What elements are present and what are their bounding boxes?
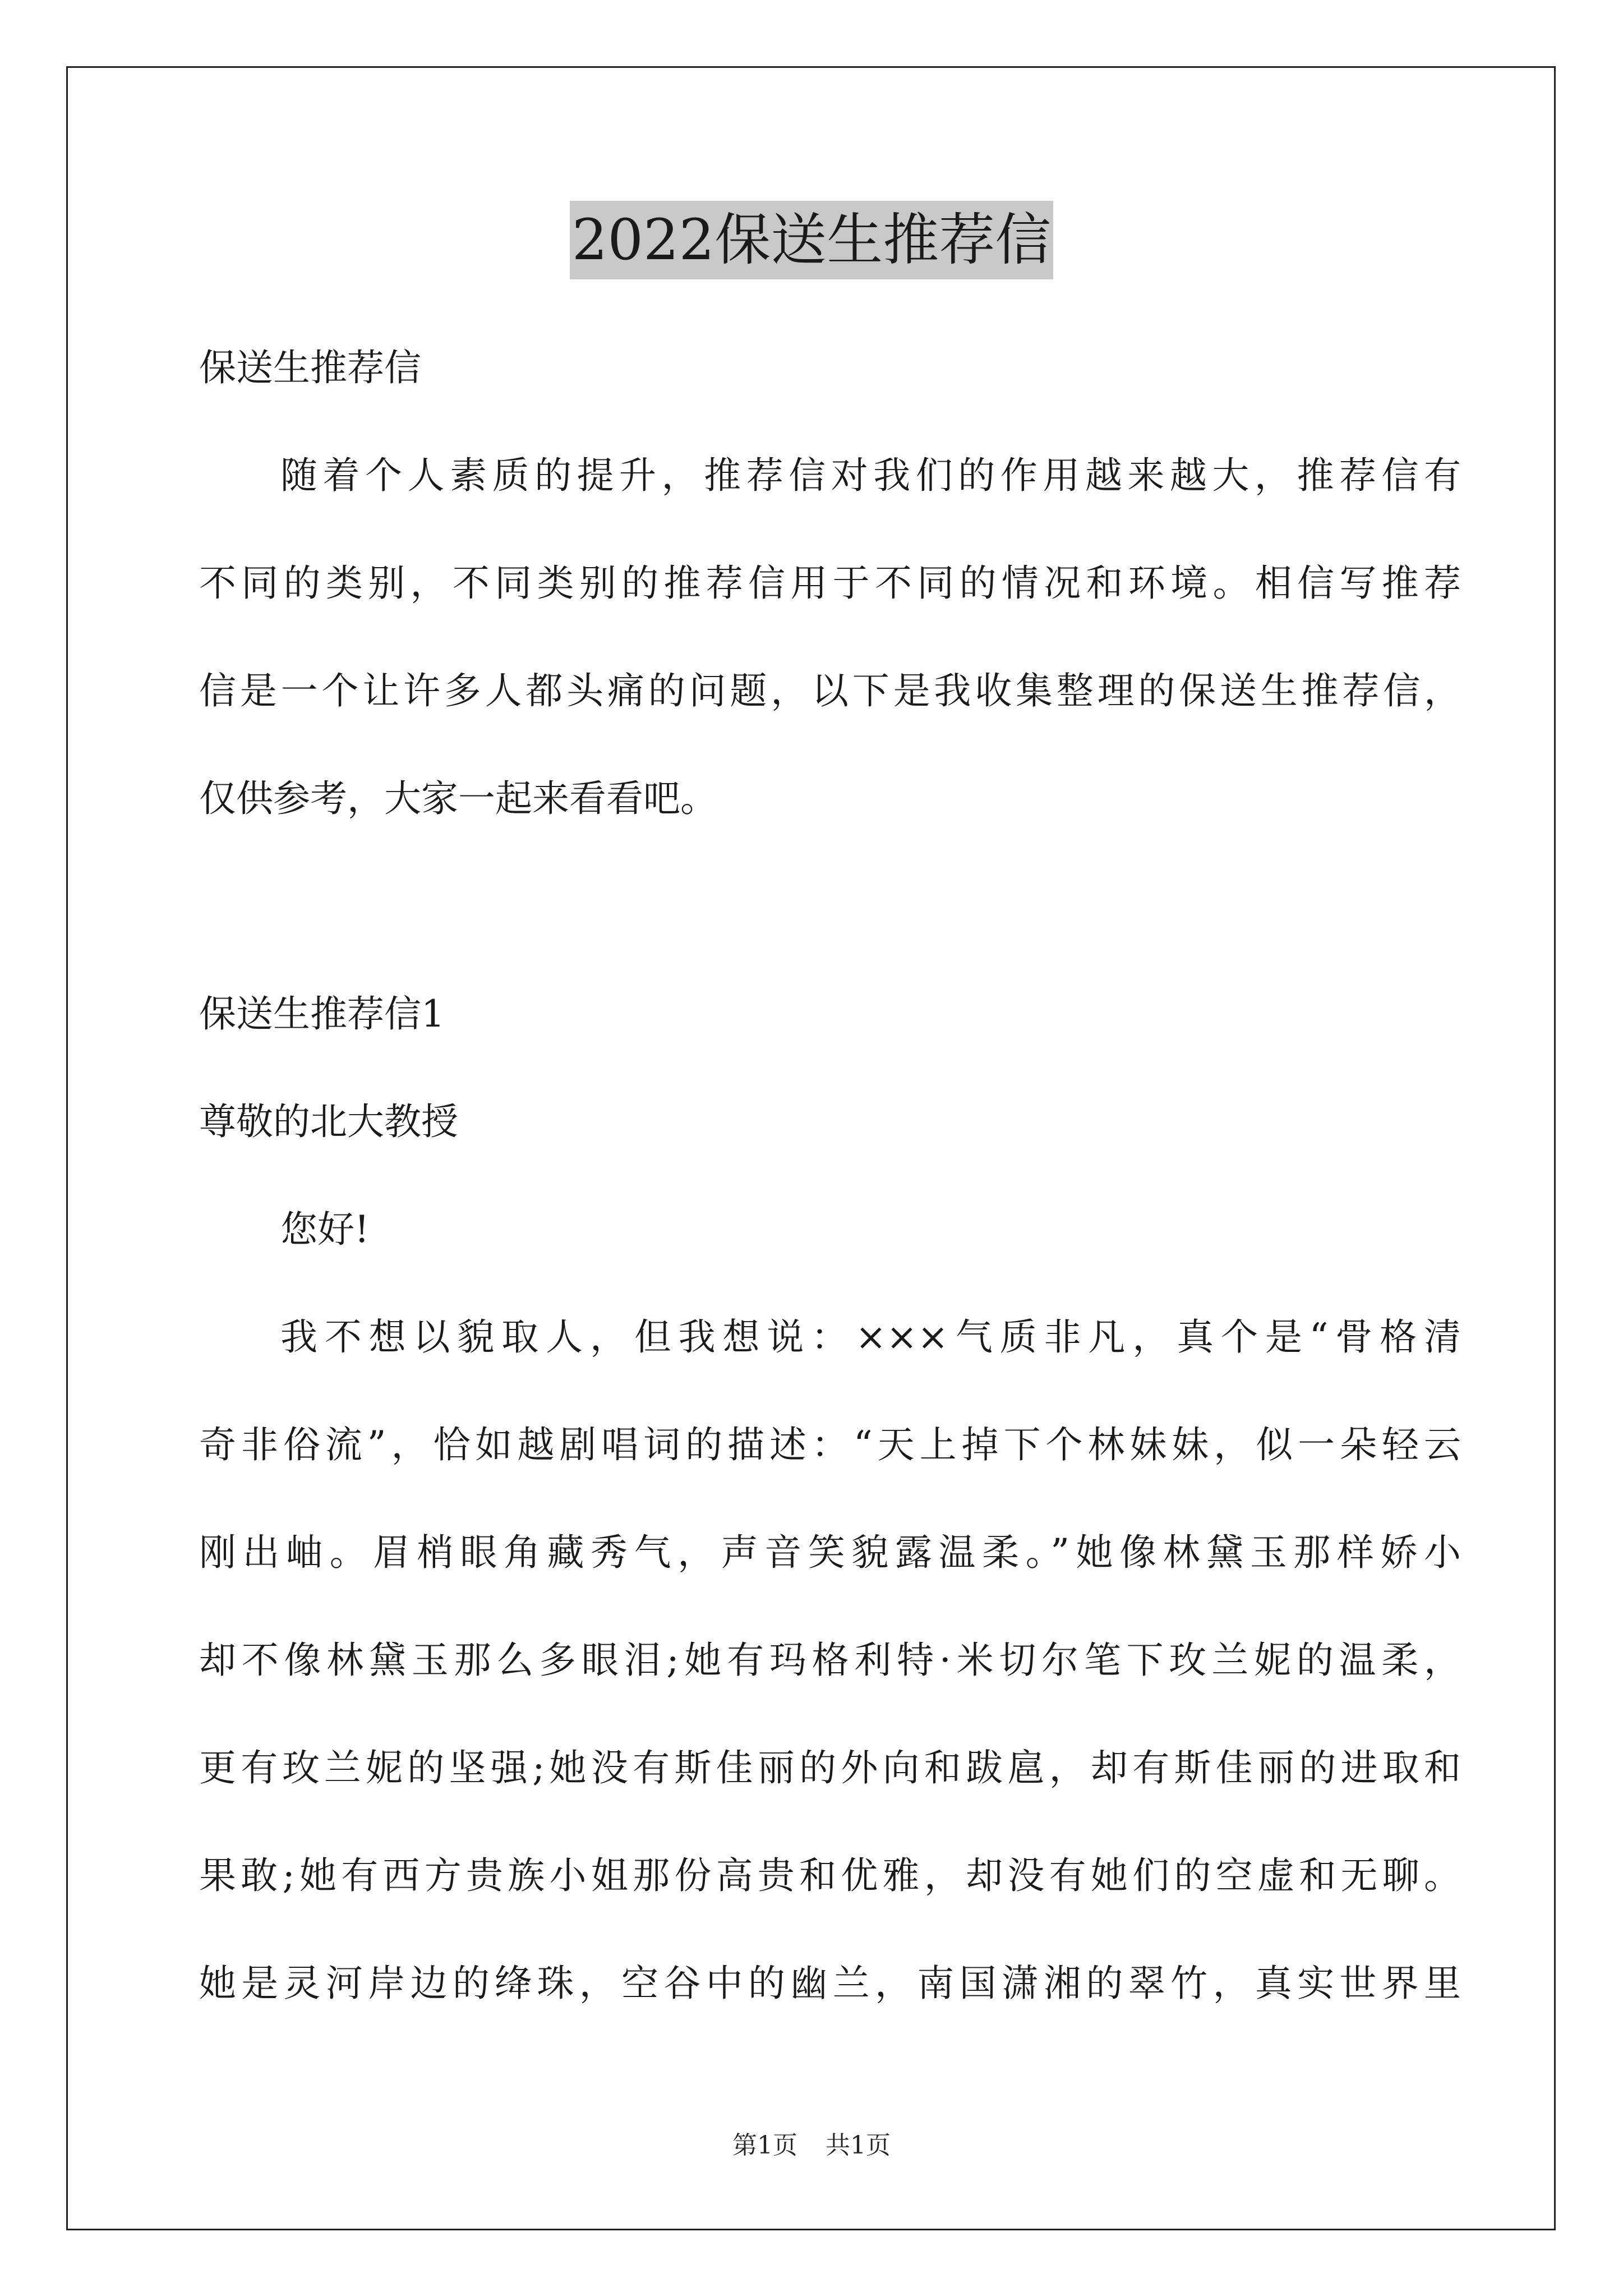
paragraph-line: 奇非俗流”，恰如越剧唱词的描述：“天上掉下个林妹妹，似一朵轻云 xyxy=(199,1423,1461,1466)
paragraph-line: 我不想以貌取人，但我想说：×××气质非凡，真个是“骨格清 xyxy=(280,1315,1461,1359)
document-title: 2022保送生推荐信 xyxy=(570,201,1054,279)
paragraph-line: 不同的类别，不同类别的推荐信用于不同的情况和环境。相信写推荐 xyxy=(199,562,1461,605)
title-container xyxy=(0,201,1623,279)
paragraph-line: 仅供参考，大家一起来看看吧。 xyxy=(199,777,717,820)
paragraph-line: 刚出岫。眉梢眼角藏秀气，声音笑貌露温柔。”她像林黛玉那样娇小 xyxy=(199,1531,1461,1574)
section-heading: 保送生推荐信1 xyxy=(199,992,445,1036)
paragraph-line: 更有玫兰妮的坚强;她没有斯佳丽的外向和跋扈，却有斯佳丽的进取和 xyxy=(199,1746,1461,1789)
paragraph-line: 信是一个让许多人都头痛的问题，以下是我收集整理的保送生推荐信， xyxy=(199,669,1461,712)
document-body xyxy=(199,314,1461,2037)
paragraph-line: 她是灵河岸边的绛珠，空谷中的幽兰，南国潇湘的翠竹，真实世界里 xyxy=(199,1962,1461,2005)
paragraph-line: 果敢;她有西方贵族小姐那份高贵和优雅，却没有她们的空虚和无聊。 xyxy=(199,1854,1461,1897)
page-total: 共1页 xyxy=(826,2131,891,2160)
paragraph-line: 却不像林黛玉那么多眼泪;她有玛格利特·米切尔笔下玫兰妮的温柔， xyxy=(199,1639,1461,1682)
page-number: 第1页 xyxy=(732,2131,797,2160)
blank-line xyxy=(199,853,1461,960)
greeting: 您好! xyxy=(280,1208,370,1251)
paragraph-line: 随着个人素质的提升，推荐信对我们的作用越来越大，推荐信有 xyxy=(280,454,1461,497)
intro-heading: 保送生推荐信 xyxy=(199,346,421,389)
page-footer xyxy=(0,2129,1623,2162)
salutation: 尊敬的北大教授 xyxy=(199,1100,458,1143)
